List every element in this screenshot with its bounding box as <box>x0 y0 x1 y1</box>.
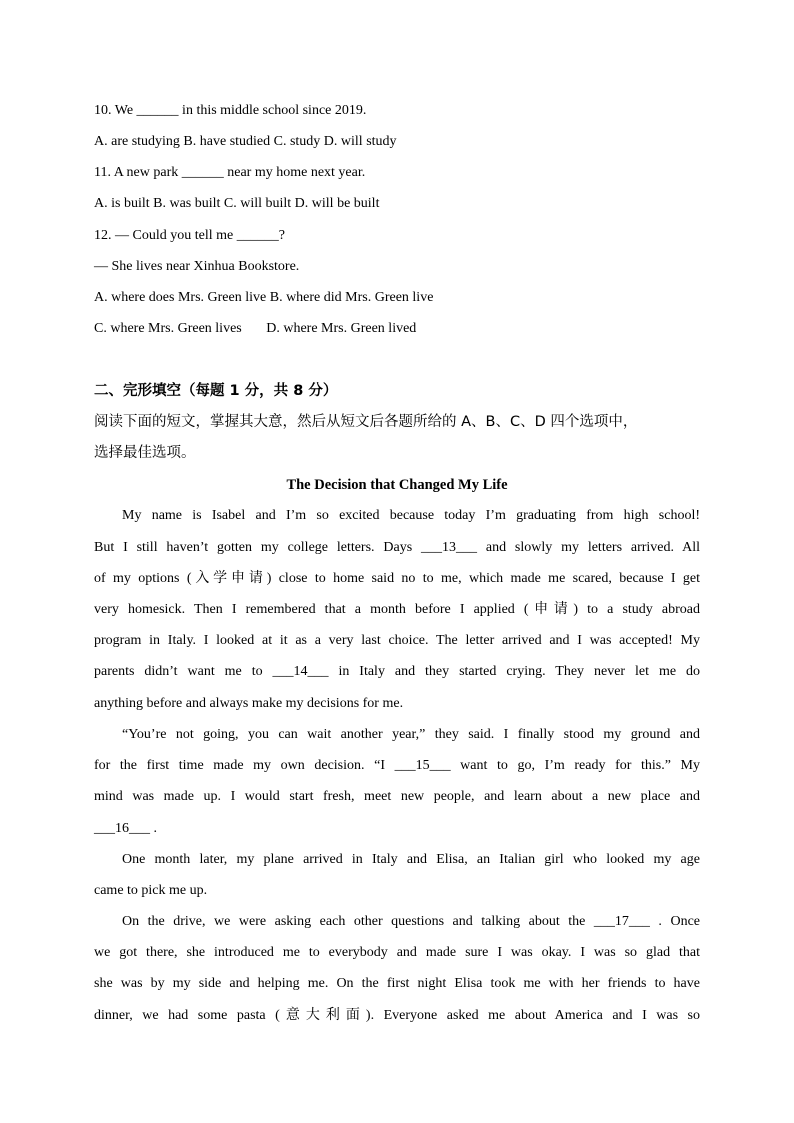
passage-line: she was by my side and helping me. On the first night Elisa took me with her friends to have <box>94 976 700 991</box>
passage-line: One month later, my plane arrived in Italy and Elisa, an Italian girl who looked my age <box>122 852 700 867</box>
passage-line: But I still haven’t gotten my college letters. Days ___13___ and slowly my letters arrived. All <box>94 540 700 555</box>
question-12-stem: 12. — Could you tell me ______? <box>94 228 285 243</box>
question-12-options-cd: C. where Mrs. Green lives D. where Mrs. Green lived <box>94 321 417 336</box>
section-2-instruction-2: 选择最佳选项。 <box>94 445 196 461</box>
passage-line: came to pick me up. <box>94 883 208 898</box>
question-10-stem: 10. We ______ in this middle school since 2019. <box>94 103 367 118</box>
passage-line: “You’re not going, you can wait another year,” they said. I finally stood my ground and <box>122 727 700 742</box>
passage-line: we got there, she introduced me to everybody and made sure I was okay. I was so glad that <box>94 945 700 960</box>
passage-line: parents didn’t want me to ___14___ in Italy and they started crying. They never let me do <box>94 664 700 679</box>
passage-title: The Decision that Changed My Life <box>286 477 508 493</box>
passage-line: mind was made up. I would start fresh, meet new people, and learn about a new place and <box>94 789 700 804</box>
passage-line: for the first time made my own decision. “I ___15___ want to go, I’m ready for this.” My <box>94 758 700 773</box>
section-2-instruction-1: 阅读下面的短文，掌握其大意，然后从短文后各题所给的 A、B、C、D 四个选项中， <box>94 414 638 430</box>
passage-line: very homesick. Then I remembered that a month before I applied (申请) to a study abroad <box>94 602 700 617</box>
section-2-heading: 二、完形填空（每题 1 分，共 8 分） <box>94 383 338 399</box>
question-12-options-ab: A. where does Mrs. Green live B. where did Mrs. Green live <box>94 290 434 305</box>
passage-line: On the drive, we were asking each other questions and talking about the ___17___ . Once <box>122 914 700 929</box>
passage-line: anything before and always make my decisions for me. <box>94 696 404 711</box>
question-12-reply: — She lives near Xinhua Bookstore. <box>94 259 300 274</box>
passage-line: dinner, we had some pasta (意大利面). Everyone asked me about America and I was so <box>94 1008 700 1023</box>
question-11-options: A. is built B. was built C. will built D. will be built <box>94 196 380 211</box>
passage-line: of my options (入学申请) close to home said no to me, which made me scared, because I get <box>94 571 700 586</box>
passage-line: My name is Isabel and I’m so excited because today I’m graduating from high school! <box>122 508 700 523</box>
question-11-stem: 11. A new park ______ near my home next year. <box>94 165 366 180</box>
passage-line: ___16___ . <box>94 821 157 836</box>
question-10-options: A. are studying B. have studied C. study D. will study <box>94 134 397 149</box>
passage-line: program in Italy. I looked at it as a very last choice. The letter arrived and I was accepted! My <box>94 633 700 648</box>
